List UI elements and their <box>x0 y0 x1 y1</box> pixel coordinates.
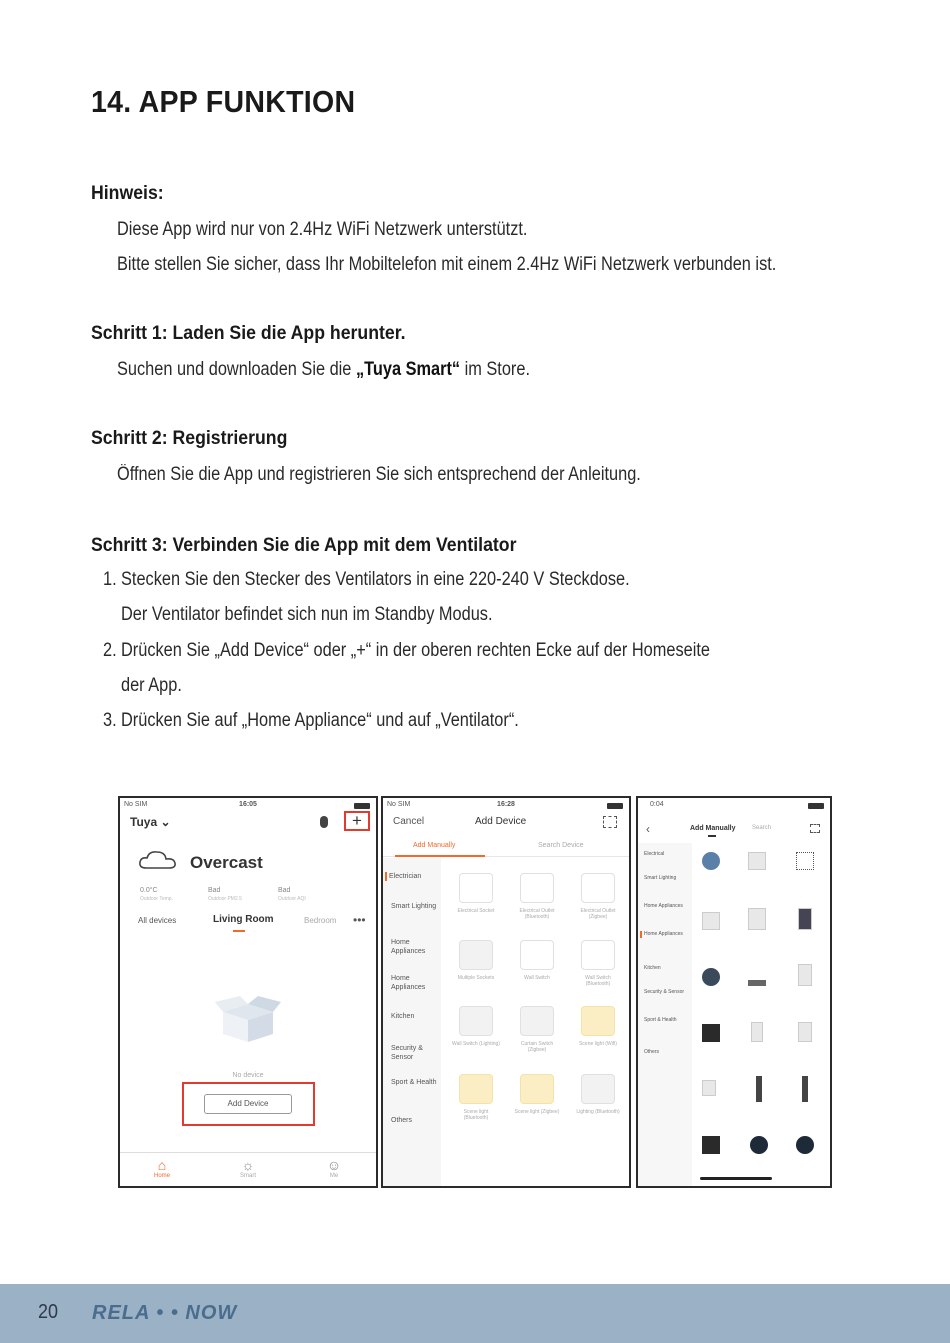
device-label: Electrical Socket <box>457 908 495 914</box>
screenshot-add-device <box>381 796 631 1188</box>
device-switch-icon[interactable] <box>581 940 615 970</box>
category-item[interactable]: Home Appliances <box>391 939 426 955</box>
robot-vacuum-icon[interactable] <box>702 968 720 986</box>
category-item[interactable]: Smart Lighting <box>644 875 677 881</box>
air-cooler-icon[interactable] <box>798 908 812 930</box>
device-light-icon[interactable] <box>581 1006 615 1036</box>
temp-value: 0.0°C <box>140 887 158 894</box>
category-item[interactable]: Security & Sensor <box>644 989 685 995</box>
status-time: 0:04 <box>650 801 664 808</box>
tab-all-devices[interactable]: All devices <box>138 916 177 925</box>
category-item[interactable]: Electrical <box>644 851 665 857</box>
battery-icon <box>607 803 623 809</box>
tab-add-manually[interactable]: Add Manually <box>413 842 456 849</box>
tab-living-room[interactable]: Living Room <box>213 914 274 925</box>
app-name: „Tuya Smart“ <box>355 359 461 380</box>
tab-smart-label: Smart <box>239 1173 256 1179</box>
microphone-icon[interactable] <box>320 816 328 828</box>
heater-icon[interactable] <box>702 1080 716 1096</box>
tab-me[interactable] <box>314 1157 354 1179</box>
device-label: Wall Switch (Bluetooth) <box>585 975 611 987</box>
ventilator-icon[interactable] <box>748 852 766 870</box>
step3-item-2-line-1: Drücken Sie „Add Device“ oder „+“ in der oberen rechten Ecke auf der Homeseite <box>121 640 710 661</box>
status-time: 16:05 <box>239 801 257 808</box>
step2-text: Öffnen Sie die App und registrieren Sie sich entsprechend der Anleitung. <box>117 464 641 485</box>
screenshot-home-appliances <box>636 796 832 1188</box>
hinweis-line-2: Bitte stellen Sie sicher, dass Ihr Mobiltelefon mit einem 2.4Hz WiFi Netzwerk verbunden ist. <box>117 254 777 275</box>
device-label: Curtain Switch (Zigbee) <box>520 1041 554 1053</box>
category-item[interactable]: Electrician <box>385 872 433 881</box>
category-sidebar <box>383 858 441 1186</box>
device-lighting-icon[interactable] <box>581 1074 615 1104</box>
category-item[interactable]: Home Appliances <box>644 903 683 909</box>
bottom-tab-bar <box>120 1152 376 1186</box>
no-device-text: No device <box>232 1072 264 1079</box>
device-switch-icon[interactable] <box>459 1006 493 1036</box>
carrier-label: No SIM <box>124 801 148 808</box>
device-label: Scene light (Zigbee) <box>514 1109 560 1115</box>
status-time: 16:28 <box>497 801 515 808</box>
step3-title: Schritt 3: Verbinden Sie die App mit dem Ventilator <box>91 535 517 556</box>
step1-title: Schritt 1: Laden Sie die App herunter. <box>91 323 406 344</box>
category-item[interactable]: Kitchen <box>391 1013 415 1020</box>
cloud-icon <box>138 850 178 870</box>
more-rooms-icon[interactable]: ••• <box>353 913 366 927</box>
device-label: Scene light (Wifi) <box>579 1041 617 1047</box>
tab-home-label: Home <box>153 1173 170 1179</box>
weather-item-aqi <box>278 886 306 904</box>
water-purifier-icon[interactable] <box>751 1022 763 1042</box>
brand-logo: RELA • • NOW <box>92 1302 238 1324</box>
device-socket-icon[interactable] <box>459 873 493 903</box>
pm25-label: Outdoor PM2.5 <box>208 896 242 902</box>
step3-item-1-line-1: Stecken Sie den Stecker des Ventilators in eine 220-240 V Steckdose. <box>121 569 630 590</box>
device-label: Wall Switch <box>524 975 550 981</box>
device-power-strip-icon[interactable] <box>459 940 493 970</box>
lamp-icon[interactable] <box>756 1076 762 1102</box>
category-item[interactable]: Security & Sensor <box>391 1045 423 1061</box>
socket-icon[interactable] <box>702 1136 720 1154</box>
air-conditioner-icon[interactable] <box>798 964 812 986</box>
category-item[interactable]: Home Appliances <box>640 931 686 938</box>
temp-label: Outdoor Temp. <box>140 896 173 902</box>
category-item[interactable]: Sport & Health <box>644 1017 677 1023</box>
empty-box-illustration <box>213 994 283 1044</box>
step1-text-after: im Store. <box>460 359 531 380</box>
humidifier-icon[interactable] <box>748 908 766 930</box>
device-switch-icon[interactable] <box>520 940 554 970</box>
category-item[interactable]: Others <box>644 1049 660 1055</box>
tab-search-device[interactable]: Search Device <box>538 842 584 849</box>
device-curtain-icon[interactable] <box>520 1006 554 1036</box>
device-label: Electrical Outlet (Zigbee) <box>580 908 616 920</box>
weather-item-pm25 <box>208 886 242 904</box>
status-bar <box>638 800 830 812</box>
device-label: Multiple Sockets <box>457 975 495 981</box>
heater-lamp-icon[interactable] <box>802 1076 808 1102</box>
fan-icon[interactable] <box>702 852 720 870</box>
dehumidifier-icon[interactable] <box>798 1022 812 1042</box>
step2-title: Schritt 2: Registrierung <box>91 428 288 449</box>
tab-search[interactable]: Search <box>752 825 772 831</box>
step3-item-1-number: 1. <box>103 569 117 590</box>
battery-icon <box>354 803 370 809</box>
step1-text-before: Suchen und downloaden Sie die <box>117 359 356 380</box>
add-device-button[interactable]: Add Device <box>204 1094 292 1114</box>
carrier-label: No SIM <box>387 801 411 808</box>
step3-item-2-number: 2. <box>103 640 117 661</box>
aroma-icon[interactable] <box>748 968 766 986</box>
device-label: Lighting (Bluetooth) <box>576 1109 620 1115</box>
aqi-value: Bad <box>278 887 291 894</box>
cancel-button[interactable]: Cancel <box>393 816 425 827</box>
chevron-down-icon: ⌄ <box>160 815 171 829</box>
tab-smart[interactable] <box>228 1157 268 1179</box>
device-label: Scene light (Bluetooth) <box>463 1109 489 1121</box>
device-label: Electrical Outlet (Bluetooth) <box>519 908 555 920</box>
hinweis-line-1: Diese App wird nur von 2.4Hz WiFi Netzwerk unterstützt. <box>117 219 528 240</box>
aqi-label: Outdoor AQI <box>278 896 306 902</box>
ir-icon[interactable] <box>702 1024 720 1042</box>
air-outlet-icon[interactable] <box>796 852 814 870</box>
device-outlet-icon[interactable] <box>520 873 554 903</box>
page-footer <box>0 1284 950 1343</box>
home-selector[interactable] <box>130 815 171 829</box>
battery-icon <box>808 803 824 809</box>
active-tab-indicator <box>395 855 485 857</box>
device-label: Wall Switch (Lighting) <box>452 1041 500 1047</box>
thermostat-icon[interactable] <box>750 1136 768 1154</box>
device-outlet-icon[interactable] <box>581 873 615 903</box>
air-purifier-icon[interactable] <box>702 912 720 930</box>
home-name: Tuya <box>130 815 158 829</box>
step3-item-2-line-2: der App. <box>121 675 182 696</box>
category-item[interactable]: Kitchen <box>644 965 661 971</box>
home-icon: ⌂ <box>157 1157 167 1173</box>
me-icon: ☺ <box>326 1157 342 1173</box>
pm25-value: Bad <box>208 887 221 894</box>
scan-icon[interactable] <box>603 816 617 828</box>
add-device-plus-highlight[interactable] <box>344 811 370 831</box>
tab-home[interactable] <box>142 1157 182 1179</box>
page-heading: 14. APP FUNKTION <box>91 84 356 119</box>
valve-icon[interactable] <box>796 1136 814 1154</box>
device-light-icon[interactable] <box>520 1074 554 1104</box>
status-bar <box>120 800 376 812</box>
hinweis-title: Hinweis: <box>91 183 164 204</box>
step3-item-1-line-2: Der Ventilator befindet sich nun im Standby Modus. <box>121 604 493 625</box>
category-item[interactable]: Home Appliances <box>391 975 426 991</box>
device-light-icon[interactable] <box>459 1074 493 1104</box>
step1-text <box>117 359 530 381</box>
step3-item-3-number: 3. <box>103 710 117 731</box>
screen-title: Add Device <box>475 816 527 827</box>
add-device-highlight <box>182 1082 315 1126</box>
tab-me-label: Me <box>329 1173 339 1179</box>
category-item[interactable]: Others <box>391 1117 413 1124</box>
tab-bedroom[interactable]: Bedroom <box>304 916 337 925</box>
scan-icon[interactable] <box>810 824 820 833</box>
plus-icon: + <box>352 811 362 830</box>
category-sidebar <box>638 843 692 1186</box>
screenshot-home <box>118 796 378 1188</box>
category-item[interactable]: Sport & Health <box>391 1079 437 1086</box>
page-number: 20 <box>38 1301 59 1323</box>
tab-add-manually[interactable]: Add Manually <box>690 825 736 832</box>
weather-item-temp <box>140 886 173 904</box>
back-icon[interactable]: ‹ <box>646 822 650 836</box>
category-item[interactable]: Smart Lighting <box>391 903 437 910</box>
smart-icon: ☼ <box>241 1157 255 1173</box>
status-bar <box>383 800 629 812</box>
step3-item-3-line-1: Drücken Sie auf „Home Appliance“ und auf „Ventilator“. <box>121 710 519 731</box>
weather-condition: Overcast <box>190 853 263 872</box>
home-indicator <box>700 1177 772 1180</box>
room-tabs <box>138 913 366 927</box>
